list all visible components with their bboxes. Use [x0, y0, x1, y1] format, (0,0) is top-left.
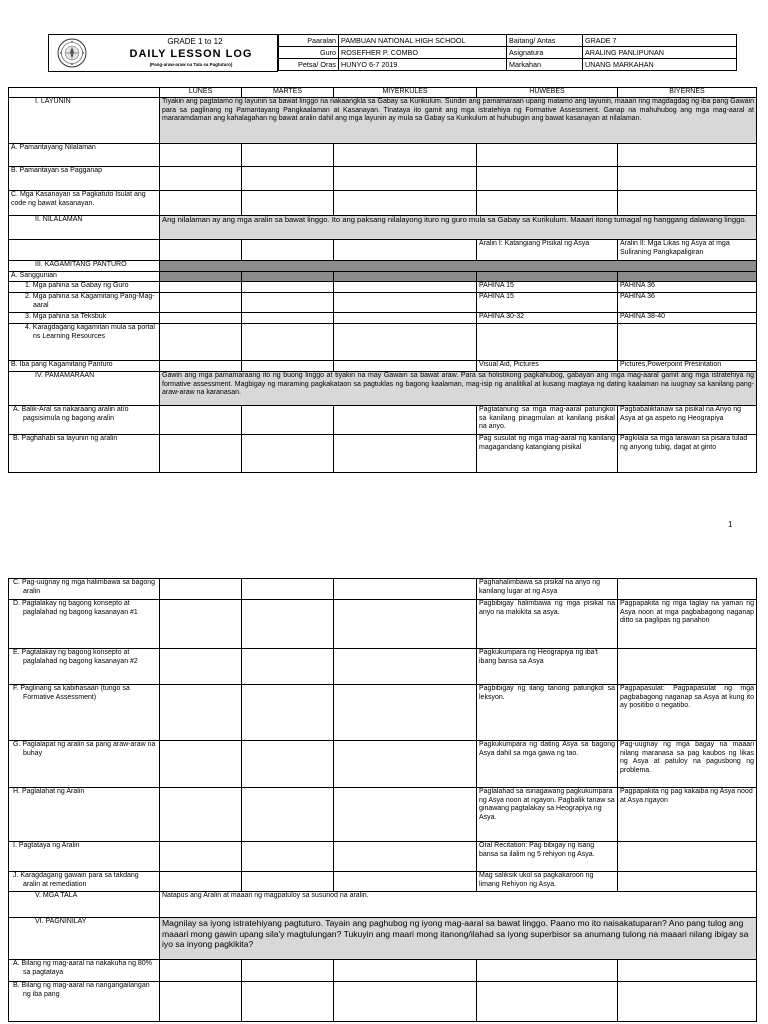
deped-seal-icon	[57, 38, 87, 68]
table-row	[9, 788, 757, 842]
document-subtitle: (Pang-araw-araw na Tala sa Pagtuturo)	[149, 62, 233, 67]
row-label: I. Pagtataya ng Aralin	[9, 842, 160, 872]
table-row	[9, 372, 757, 406]
tala-text: Natapus ang Aralin at maaari ng magpatuloy sa susunod na aralin.	[160, 892, 757, 918]
quarter-label: Markahan	[507, 59, 583, 71]
row-label: A. Bilang ng mag-aaral na nakakuha ng 80% sa pagtataya	[9, 960, 160, 982]
row-label: A. Pamantayang Nilalaman	[9, 144, 160, 167]
pagninilay-instructions: Magnilay sa iyong istratehiyang pagtuturo. Tayain ang paghubog ng iyong mag-aaral sa bawat linggo. Paano mo ito naisakatuparan? Ano pang tulog ang maaari mong gawin upang sila'y magtulungan? Tukuyin ang maari mong itanong/ilahad sa iyong superbisor sa anumang tulong na maaari nilang ibigay sa iyo sa inyong pagkikita?	[160, 918, 757, 960]
row-label: B. Iba pang Kagamitang Panturo	[9, 361, 160, 372]
teacher-value: ROSEFHER P. COMBO	[339, 47, 507, 59]
row-label: 4. Karagdagang kagamitan mula sa portal ns Learning Resources	[9, 324, 160, 361]
table-row	[9, 960, 757, 982]
row-label: B. Pamantayan sa Pagganap	[9, 167, 160, 191]
table-row	[9, 842, 757, 872]
lesson-friday: Aralin II: Mga Likas ng Asya at mga Suliraning Pangkapaligiran	[618, 240, 757, 261]
section-kagamitan: III. KAGAMITANG PANTURO	[9, 261, 160, 272]
cell-friday: Pag-uugnay ng mga bagay na maaari nilang maranasa sa pag kaubos ng likas ng Asya at patuloy na pagusbong ng problema.	[618, 741, 757, 788]
table-row	[9, 982, 757, 1022]
document-title: DAILY LESSON LOG	[129, 48, 253, 60]
header-info-table	[278, 34, 737, 71]
blank-cell	[9, 88, 160, 98]
row-label: E. Pagtalakay ng bagong konsepto at paglalahad ng bagong kasanayan #2	[9, 649, 160, 685]
section-nilalaman: II. NILALAMAN	[9, 216, 160, 240]
cell-thursday: Pagbibigay ng ilang tanong patungkol sa leksyon.	[477, 685, 618, 741]
row-label: J. Karagdagang gawain para sa takdang aralin at remediation	[9, 872, 160, 892]
cell-thursday: Oral Recitation: Pag bibigay ng isang bansa sa ilalim ng 5 rehiyon ng Asya.	[477, 842, 618, 872]
cell-thursday: Mag saliksik ukol sa pagkakaroon ng limang Rehiyon ng Asya.	[477, 872, 618, 892]
cell-friday: Pagpapasulat: Pagpapasulat ng mga pagbabagong naganap sa Asya at kung ito ay positibo o negatibo.	[618, 685, 757, 741]
cell-friday: Pagbabaliktanaw sa pisikal na Anyo ng Asya at ga aspeto ng Heograpiya	[618, 406, 757, 435]
lesson-thursday: Aralin I: Katangiang Pisikal ng Asya	[477, 240, 618, 261]
day-thursday: HUWEBES	[477, 88, 618, 98]
row-label: B. Paghahabi sa layunin ng aralin	[9, 435, 160, 473]
cell-friday: Pagpapakita ng mga taglay na yaman ng Asya noon at mga pagbabagong naganap ditto sa paglipas ng panahon	[618, 600, 757, 649]
header-row	[279, 35, 737, 47]
table-row	[9, 167, 757, 191]
subject-label: Asignatura	[507, 47, 583, 59]
pamamaraan-instructions: Gawin ang mga pamamaraang ito ng buong linggo at tiyakin na may Gawain sa bawat araw. Para sa holistikong pagkahubog, gabayan ang mga mag-aaral gamit ang mga istratehiya ng formative assessment. Magbigay ng maraming pagkakataon sa pagtuklas ng bagong kaalaman, mag-isip ng analitikal at kusang magtaya ng dating kaalaman na iuugnay sa kanilang pang-araw-araw na karanasan.	[160, 372, 757, 406]
row-label: 2. Mga pahina sa Kagamitang Pang-Mag-aaral	[9, 293, 160, 313]
row-label: G. Paglalapat ng aralin sa pang araw-araw na buhay	[9, 741, 160, 788]
table-row	[9, 240, 757, 261]
table-row	[9, 144, 757, 167]
section-pagninilay: VI. PAGNINILAY	[9, 918, 160, 960]
cell-friday: Pictures,Powerpoint Presintation	[618, 361, 757, 372]
cell-thursday: Visual Aid, Pictures	[477, 361, 618, 372]
row-label: 1. Mga pahina sa Gabay ng Guro	[9, 282, 160, 293]
table-row	[9, 872, 757, 892]
row-label: A. Sanggunian	[9, 272, 160, 282]
cell-thursday: PAHINA 15	[477, 293, 618, 313]
lesson-log-table-continued	[8, 578, 757, 1022]
table-row	[9, 361, 757, 372]
cell-friday: PAHINA 36	[618, 282, 757, 293]
header-title-box	[48, 34, 278, 72]
row-label: D. Pagtalakay ng bagong konsepto at paglalahad ng bagong kasanayan #1	[9, 600, 160, 649]
cell-thursday: Paglalahad sa isinagawang pagkukumpara ng Asya noon at ngayon. Pagbalik tanaw sa ginawang pagtalakay sa Heograpiya ng Asya.	[477, 788, 618, 842]
cell-friday: PAHINA 36	[618, 293, 757, 313]
cell-thursday: Pag susulat ng mga mag-aaral ng kanilang magagandang katangiang pisikal	[477, 435, 618, 473]
table-row	[9, 892, 757, 918]
section-mga-tala: V. MGA TALA	[9, 892, 160, 918]
row-label: C. Pag-uugnay ng mga halimbawa sa bagong aralin	[9, 579, 160, 600]
table-row	[9, 216, 757, 240]
section-pamamaraan: IV. PAMAMARAAN	[9, 372, 160, 406]
cell-thursday: Pagkukumpara ng Heograpiya ng iba't ibang bansa sa Asya	[477, 649, 618, 685]
shaded-band	[160, 261, 757, 272]
cell-friday: Pagkilala sa mga larawan sa pisara tulad ng anyong tubig, dagat at ginto	[618, 435, 757, 473]
header-row	[279, 59, 737, 71]
document-page-2	[0, 568, 768, 1024]
row-label: A. Balik-Aral sa nakaraang aralin at/o pagsisimula ng bagong aralin	[9, 406, 160, 435]
page-number: 1	[728, 520, 733, 529]
cell-thursday: PAHINA 30-32	[477, 313, 618, 324]
cell-thursday: Pagbibigay halimbawa ng mga pisikal na anyo na makikita sa asya.	[477, 600, 618, 649]
table-row	[9, 649, 757, 685]
table-row	[9, 191, 757, 216]
table-row	[9, 579, 757, 600]
date-value: HUNYO 6-7 2019	[339, 59, 507, 71]
row-label: F. Paglinang sa kabihasaan (tungo sa Formative Assessment)	[9, 685, 160, 741]
grade-range: GRADE 1 to 12	[167, 37, 223, 46]
table-row	[9, 313, 757, 324]
table-row	[9, 685, 757, 741]
nilalaman-instructions: Ang nilalaman ay ang mga aralin sa bawat linggo. Ito ang paksang nilalayong ituro ng guro mula sa Gabay sa Kurikulum. Maaari itong tumagal ng hanggang dalawang linggo.	[160, 216, 757, 240]
table-row	[9, 435, 757, 473]
row-label: H. Paglalahat ng Aralin	[9, 788, 160, 842]
school-label: Paaralan	[279, 35, 339, 47]
table-row	[9, 324, 757, 361]
cell-thursday: Paghahalimbawa sa pisikal na anyo ng kanilang lugar at ng Asya	[477, 579, 618, 600]
teacher-label: Guro	[279, 47, 339, 59]
page-gap	[0, 548, 768, 568]
row-label: 3. Mga pahina sa Teksbuk	[9, 313, 160, 324]
table-row	[9, 918, 757, 960]
day-tuesday: MARTES	[242, 88, 334, 98]
table-row	[9, 406, 757, 435]
table-row	[9, 600, 757, 649]
day-monday: LUNES	[160, 88, 242, 98]
table-row	[9, 98, 757, 144]
row-label: B. Bilang ng mag-aaral na nangangailangan ng iba pang	[9, 982, 160, 1022]
row-label: C. Mga Kasanayan sa Pagkatuto Isulat ang code ng bawat kasanayan.	[9, 191, 160, 216]
table-row	[9, 741, 757, 788]
cell-friday: Pagpapakita ng pag kakaiba ng Asya nood at Asya ngayon	[618, 788, 757, 842]
grade-level-value: GRADE 7	[583, 35, 737, 47]
date-label: Petsa/ Oras	[279, 59, 339, 71]
day-friday: BIYERNES	[618, 88, 757, 98]
header-row	[279, 47, 737, 59]
table-row	[9, 293, 757, 313]
school-value: PAMBUAN NATIONAL HIGH SCHOOL	[339, 35, 507, 47]
cell-friday: PAHINA 38-40	[618, 313, 757, 324]
quarter-value: UNANG MARKAHAN	[583, 59, 737, 71]
subject-value: ARALING PANLIPUNAN	[583, 47, 737, 59]
cell-thursday: Pagtatanung sa mga mag-aaral patungkol sa kanilang pinagmulan at kanilang pisikal na anyo.	[477, 406, 618, 435]
grade-level-label: Baitang/ Antas	[507, 35, 583, 47]
table-row	[9, 272, 757, 282]
cell-thursday: PAHINA 15	[477, 282, 618, 293]
day-header-row	[9, 88, 757, 98]
section-layunin: I. LAYUNIN	[9, 98, 160, 144]
lesson-log-table	[8, 87, 757, 473]
cell-thursday: Pagkukumpara ng dating Asya sa bagong Asya dahil sa mga gawa ng tao.	[477, 741, 618, 788]
table-row	[9, 282, 757, 293]
day-wednesday: MIYERKULES	[334, 88, 477, 98]
layunin-instructions: Tiyakin ang pagtatamo ng layunin sa bawat linggo na nakaangkla sa Gabay sa Kurikulum. Sundin ang pamamaraan upang matamo ang layunin, maaari ring magdagdag ng iba pang Gawain para sa paglinang ng Pamantayang Pangkaalaman at Kasanayan. Tinataya ito gamit ang mga istratehiya ng Formative Assessment. Ganap na mahuhubog ang mga mag-aaral at mararamdaman ang kahalagahan ng bawat aralin dahil ang mga layunin ay mula sa Gabay sa Kurikulum at huhubugin ang bawat kasanayan at nilalaman.	[160, 98, 757, 144]
table-row	[9, 261, 757, 272]
